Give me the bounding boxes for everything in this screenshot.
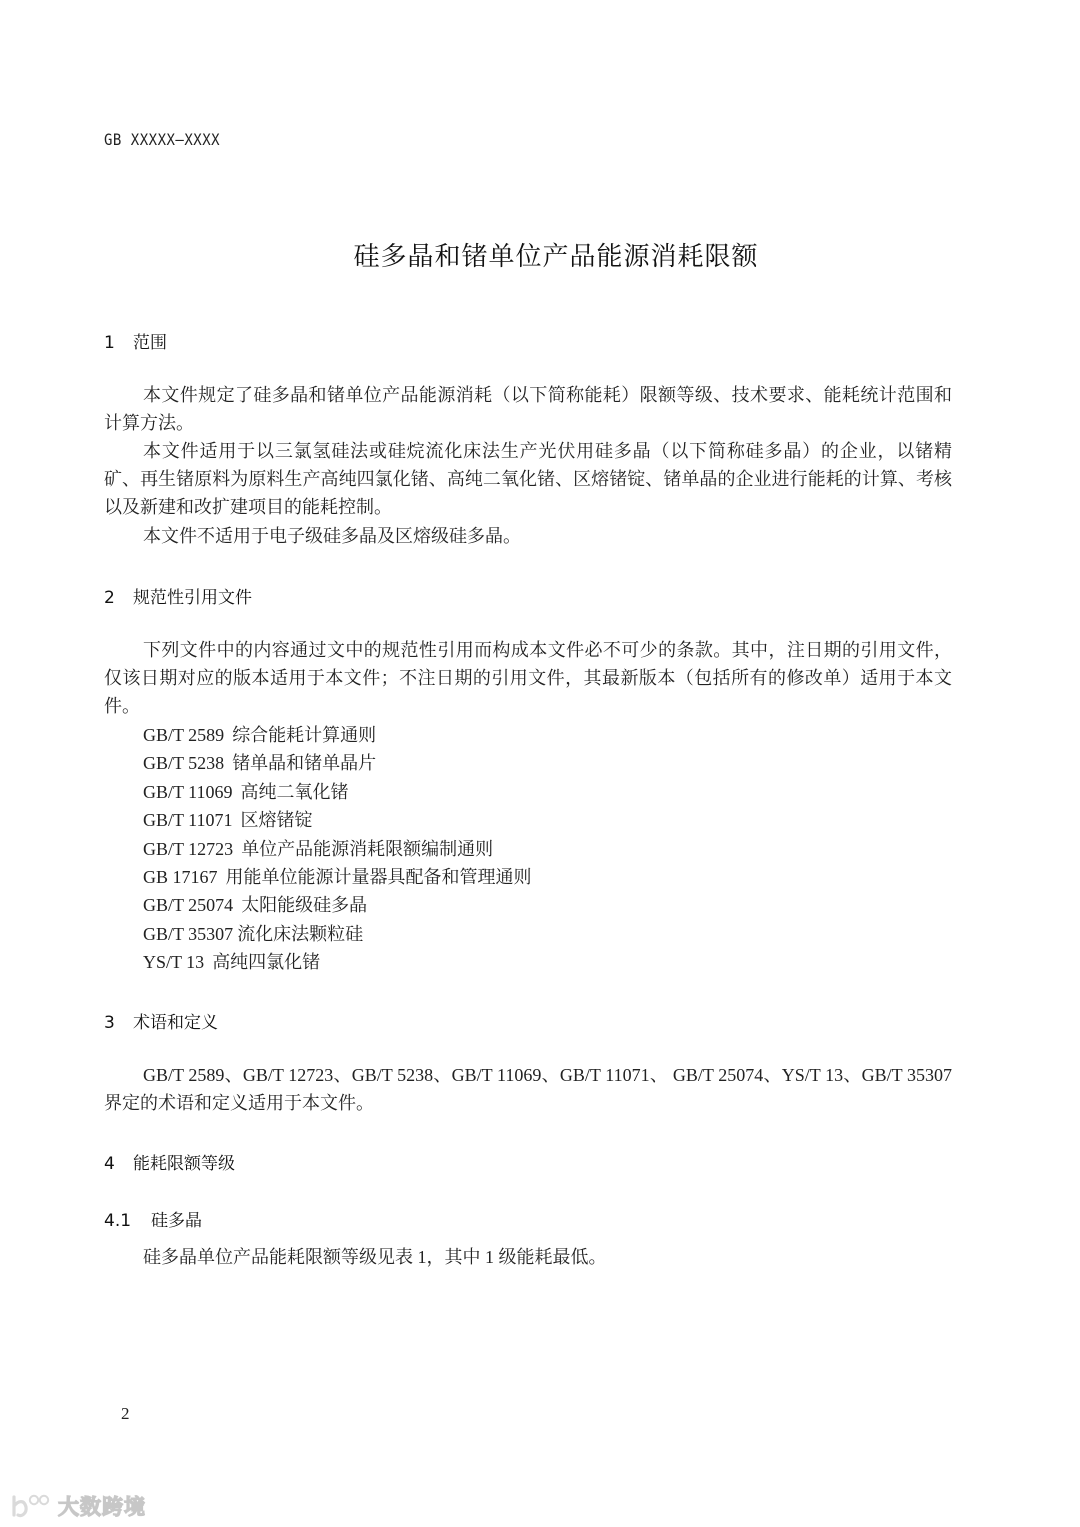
reference-code: GB/T 12723 xyxy=(143,838,234,859)
reference-name: 锗单晶和锗单晶片 xyxy=(232,753,377,774)
reference-name: 用能单位能源计量器具配备和管理通则 xyxy=(225,867,532,888)
subsection-heading-polysilicon xyxy=(104,1206,202,1231)
reference-name: 高纯二氧化锗 xyxy=(240,781,349,802)
reference-item xyxy=(143,920,532,948)
section-heading-normative-references xyxy=(104,583,252,608)
scope-paragraph-3: 本文件不适用于电子级硅多晶及区熔级硅多晶。 xyxy=(143,526,521,546)
subsection-title: 硅多晶 xyxy=(151,1211,202,1231)
reference-code: GB/T 11071 xyxy=(143,810,233,831)
terms-paragraph: GB/T 2589、GB/T 12723、GB/T 5238、GB/T 11069、GB/T 11071、 GB/T 25074、YS/T 13、GB/T 35307界定的术语和定义适用于本文件。 xyxy=(104,1065,952,1113)
reference-list xyxy=(143,721,532,977)
section-number: 1 xyxy=(104,333,115,353)
polysilicon-paragraph: 硅多晶单位产品能耗限额等级见表 1，其中 1 级能耗最低。 xyxy=(143,1247,607,1267)
reference-code: GB/T 11069 xyxy=(143,781,233,802)
scope-paragraph-1: 本文件规定了硅多晶和锗单位产品能源消耗（以下简称能耗）限额等级、技术要求、能耗统计范围和计算方法。 xyxy=(104,385,952,433)
reference-code: GB 17167 xyxy=(143,867,218,888)
reference-code: GB/T 25074 xyxy=(143,895,234,916)
section-heading-energy-limits xyxy=(104,1149,235,1174)
page-number: 2 xyxy=(121,1404,130,1423)
reference-item xyxy=(143,948,532,976)
subsection-number: 4.1 xyxy=(104,1211,132,1231)
reference-name: 高纯四氯化锗 xyxy=(212,952,321,973)
reference-item xyxy=(143,891,532,919)
section-heading-scope xyxy=(104,328,167,353)
reference-name: 太阳能级硅多晶 xyxy=(241,895,368,916)
reference-item xyxy=(143,835,532,863)
section-number: 2 xyxy=(104,588,115,608)
reference-code: GB/T 5238 xyxy=(143,753,225,774)
section-title: 术语和定义 xyxy=(133,1013,218,1033)
section-title: 范围 xyxy=(133,333,167,353)
reference-name: 综合能耗计算通则 xyxy=(232,725,377,745)
reference-code: YS/T 13 xyxy=(143,952,205,973)
section-title: 能耗限额等级 xyxy=(133,1154,235,1174)
watermark-text: 大数跨境 xyxy=(58,1495,146,1519)
standard-code: GB XXXXX—XXXX xyxy=(104,131,221,150)
reference-name: 区熔锗锭 xyxy=(240,810,313,831)
reference-item xyxy=(143,721,532,749)
section-title: 规范性引用文件 xyxy=(133,588,252,608)
scope-paragraph-2: 本文件适用于以三氯氢硅法或硅烷流化床法生产光伏用硅多晶（以下简称硅多晶）的企业，以锗精矿、再生锗原料为原料生产高纯四氯化锗、高纯二氧化锗、区熔锗锭、锗单晶的企业进行能耗的计算、考核以及新建和改扩建项目的能耗控制。 xyxy=(104,441,952,517)
references-intro: 下列文件中的内容通过文中的规范性引用而构成本文件必不可少的条款。其中，注日期的引用文件，仅该日期对应的版本适用于本文件；不注日期的引用文件，其最新版本（包括所有的修改单）适用于本文件。 xyxy=(104,640,952,716)
section-number: 4 xyxy=(104,1154,115,1174)
reference-name: 单位产品能源消耗限额编制通则 xyxy=(241,838,494,859)
section-heading-terms xyxy=(104,1008,218,1033)
reference-code: GB/T 2589 xyxy=(143,725,225,745)
reference-item xyxy=(143,778,532,806)
reference-code: GB/T 35307 xyxy=(143,923,234,944)
reference-item xyxy=(143,806,532,834)
watermark xyxy=(10,1490,146,1522)
reference-item xyxy=(143,749,532,777)
reference-item xyxy=(143,863,532,891)
section-number: 3 xyxy=(104,1013,115,1033)
kuajing-logo-icon xyxy=(10,1493,52,1519)
document-title: 硅多晶和锗单位产品能源消耗限额 xyxy=(353,242,759,272)
reference-name: 流化床法颗粒硅 xyxy=(237,923,364,944)
